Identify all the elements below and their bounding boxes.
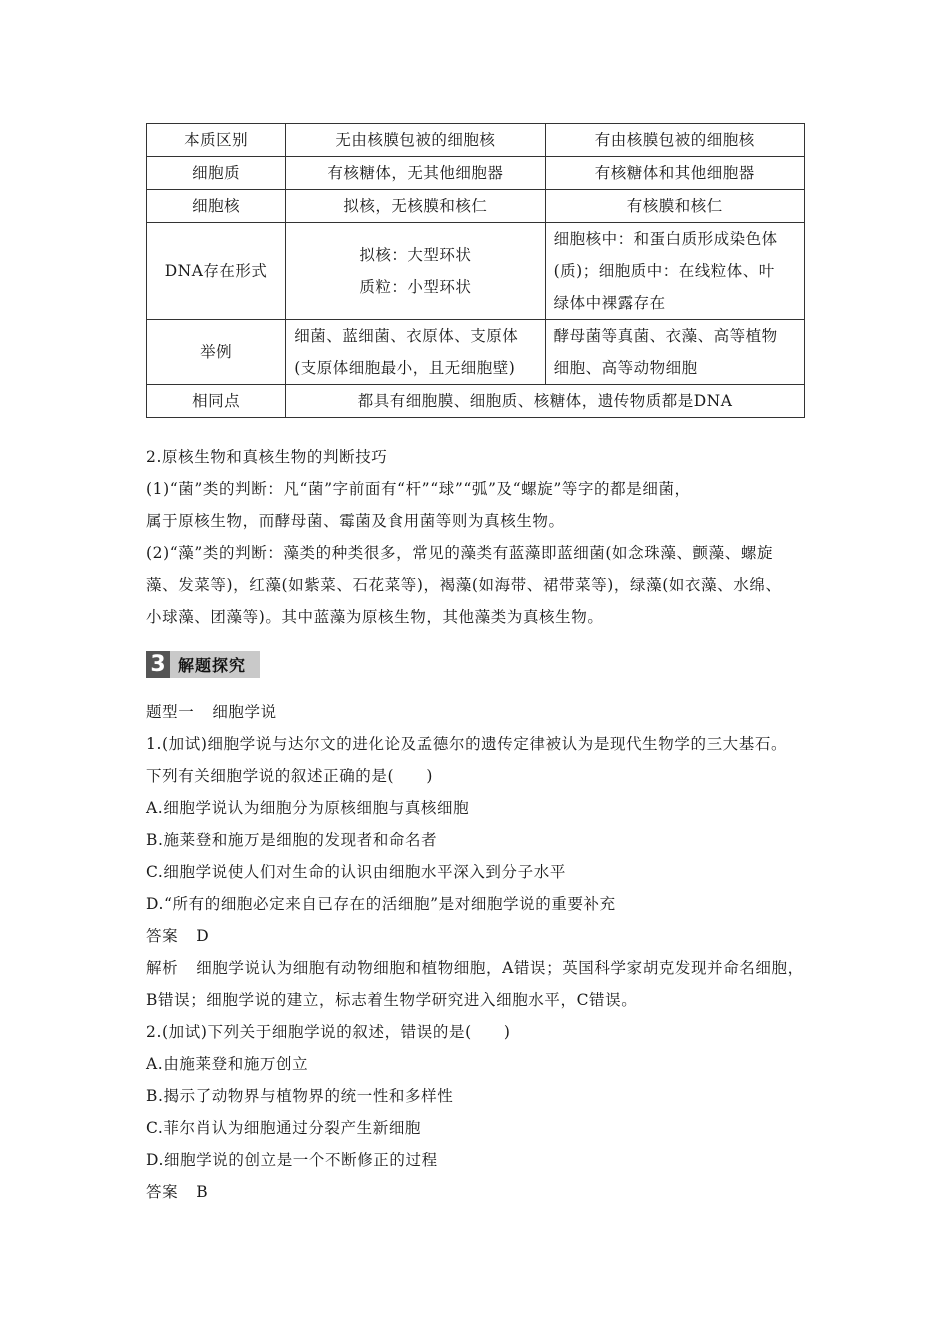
tips-paragraph: 属于原核生物，而酵母菌、霉菌及食用菌等则为真核生物。	[146, 512, 565, 530]
prokaryote-cell: 有核糖体，无其他细胞器	[286, 157, 545, 190]
option-a: A.由施莱登和施万创立	[146, 1055, 309, 1073]
option-b: B.施莱登和施万是细胞的发现者和命名者	[146, 831, 438, 849]
option-d: D.“所有的细胞必定来自已存在的活细胞”是对细胞学说的重要补充	[146, 895, 616, 913]
tips-title: 2.原核生物和真核生物的判断技巧	[146, 448, 388, 466]
cell-line: 质粒：小型环状	[359, 278, 472, 296]
row-label: 相同点	[147, 385, 286, 418]
cell-line: 酵母菌等真菌、衣藻、高等植物	[553, 327, 778, 345]
cell-line: 细菌、蓝细菌、衣原体、支原体	[294, 327, 519, 345]
section-heading	[146, 651, 260, 678]
prokaryote-cell	[286, 223, 545, 320]
table-row	[147, 320, 805, 385]
tips-paragraph: (1)“菌”类的判断：凡“菌”字前面有“杆”“球”“弧”及“螺旋”等字的都是细菌，	[146, 480, 691, 498]
answer-value: D	[196, 927, 210, 945]
eukaryote-cell	[545, 320, 804, 385]
cell-line: (质)；细胞质中：在线粒体、叶	[553, 262, 775, 280]
option-d: D.细胞学说的创立是一个不断修正的过程	[146, 1151, 438, 1169]
comparison-table	[146, 123, 805, 418]
table-row	[147, 124, 805, 157]
option-c: C.细胞学说使人们对生命的认识由细胞水平深入到分子水平	[146, 863, 566, 881]
question-stem: 2.(加试)下列关于细胞学说的叙述，错误的是( )	[146, 1023, 511, 1041]
row-label: 举例	[147, 320, 286, 385]
question-stem: 下列有关细胞学说的叙述正确的是( )	[146, 767, 433, 785]
row-label: 细胞质	[147, 157, 286, 190]
answer-label: 答案	[146, 927, 179, 945]
prokaryote-cell: 拟核，无核膜和核仁	[286, 190, 545, 223]
answer-value: B	[196, 1183, 209, 1201]
cell-line: (支原体细胞最小，且无细胞壁)	[294, 359, 516, 377]
section-number: 3	[146, 651, 170, 678]
row-label: 细胞核	[147, 190, 286, 223]
prokaryote-cell: 无由核膜包被的细胞核	[286, 124, 545, 157]
analysis-text: B错误；细胞学说的建立，标志着生物学研究进入细胞水平，C错误。	[146, 991, 638, 1009]
cell-line: 拟核：大型环状	[359, 246, 472, 264]
answer-label: 答案	[146, 1183, 179, 1201]
row-label: DNA存在形式	[147, 223, 286, 320]
table-row	[147, 385, 805, 418]
table-row	[147, 190, 805, 223]
question-type-heading	[146, 696, 826, 728]
question-stem: 1.(加试)细胞学说与达尔文的进化论及孟德尔的遗传定律被认为是现代生物学的三大基石。	[146, 735, 788, 753]
option-c: C.菲尔肖认为细胞通过分裂产生新细胞	[146, 1119, 422, 1137]
analysis-label: 解析	[146, 959, 179, 977]
prokaryote-cell	[286, 320, 545, 385]
tips-paragraph: (2)“藻”类的判断：藻类的种类很多，常见的藻类有蓝藻即蓝细菌(如念珠藻、颤藻、螺旋	[146, 544, 774, 562]
question-type-name: 细胞学说	[212, 703, 277, 721]
answer-line	[146, 1176, 826, 1208]
option-b: B.揭示了动物界与植物界的统一性和多样性	[146, 1087, 454, 1105]
option-a: A.细胞学说认为细胞分为原核细胞与真核细胞	[146, 799, 470, 817]
table-row	[147, 157, 805, 190]
eukaryote-cell: 有核膜和核仁	[545, 190, 804, 223]
common-cell: 都具有细胞膜、细胞质、核糖体，遗传物质都是DNA	[286, 385, 805, 418]
analysis-text: 细胞学说认为细胞有动物细胞和植物细胞，A错误；英国科学家胡克发现并命名细胞，	[196, 959, 804, 977]
question-type-label: 题型一	[146, 703, 195, 721]
tips-paragraph: 藻、发菜等)，红藻(如紫菜、石花菜等)，褐藻(如海带、裙带菜等)，绿藻(如衣藻、水绵、	[146, 576, 782, 594]
cell-line: 细胞核中：和蛋白质形成染色体	[553, 230, 778, 248]
answer-line	[146, 920, 826, 952]
row-label: 本质区别	[147, 124, 286, 157]
tips-paragraph: 小球藻、团藻等)。其中蓝藻为原核生物，其他藻类为真核生物。	[146, 608, 604, 626]
cell-line: 细胞、高等动物细胞	[553, 359, 698, 377]
eukaryote-cell: 有核糖体和其他细胞器	[545, 157, 804, 190]
table-row	[147, 223, 805, 320]
analysis-line	[146, 952, 826, 984]
cell-line: 绿体中裸露存在	[553, 294, 666, 312]
section-title: 解题探究	[170, 651, 260, 678]
eukaryote-cell	[545, 223, 804, 320]
eukaryote-cell: 有由核膜包被的细胞核	[545, 124, 804, 157]
